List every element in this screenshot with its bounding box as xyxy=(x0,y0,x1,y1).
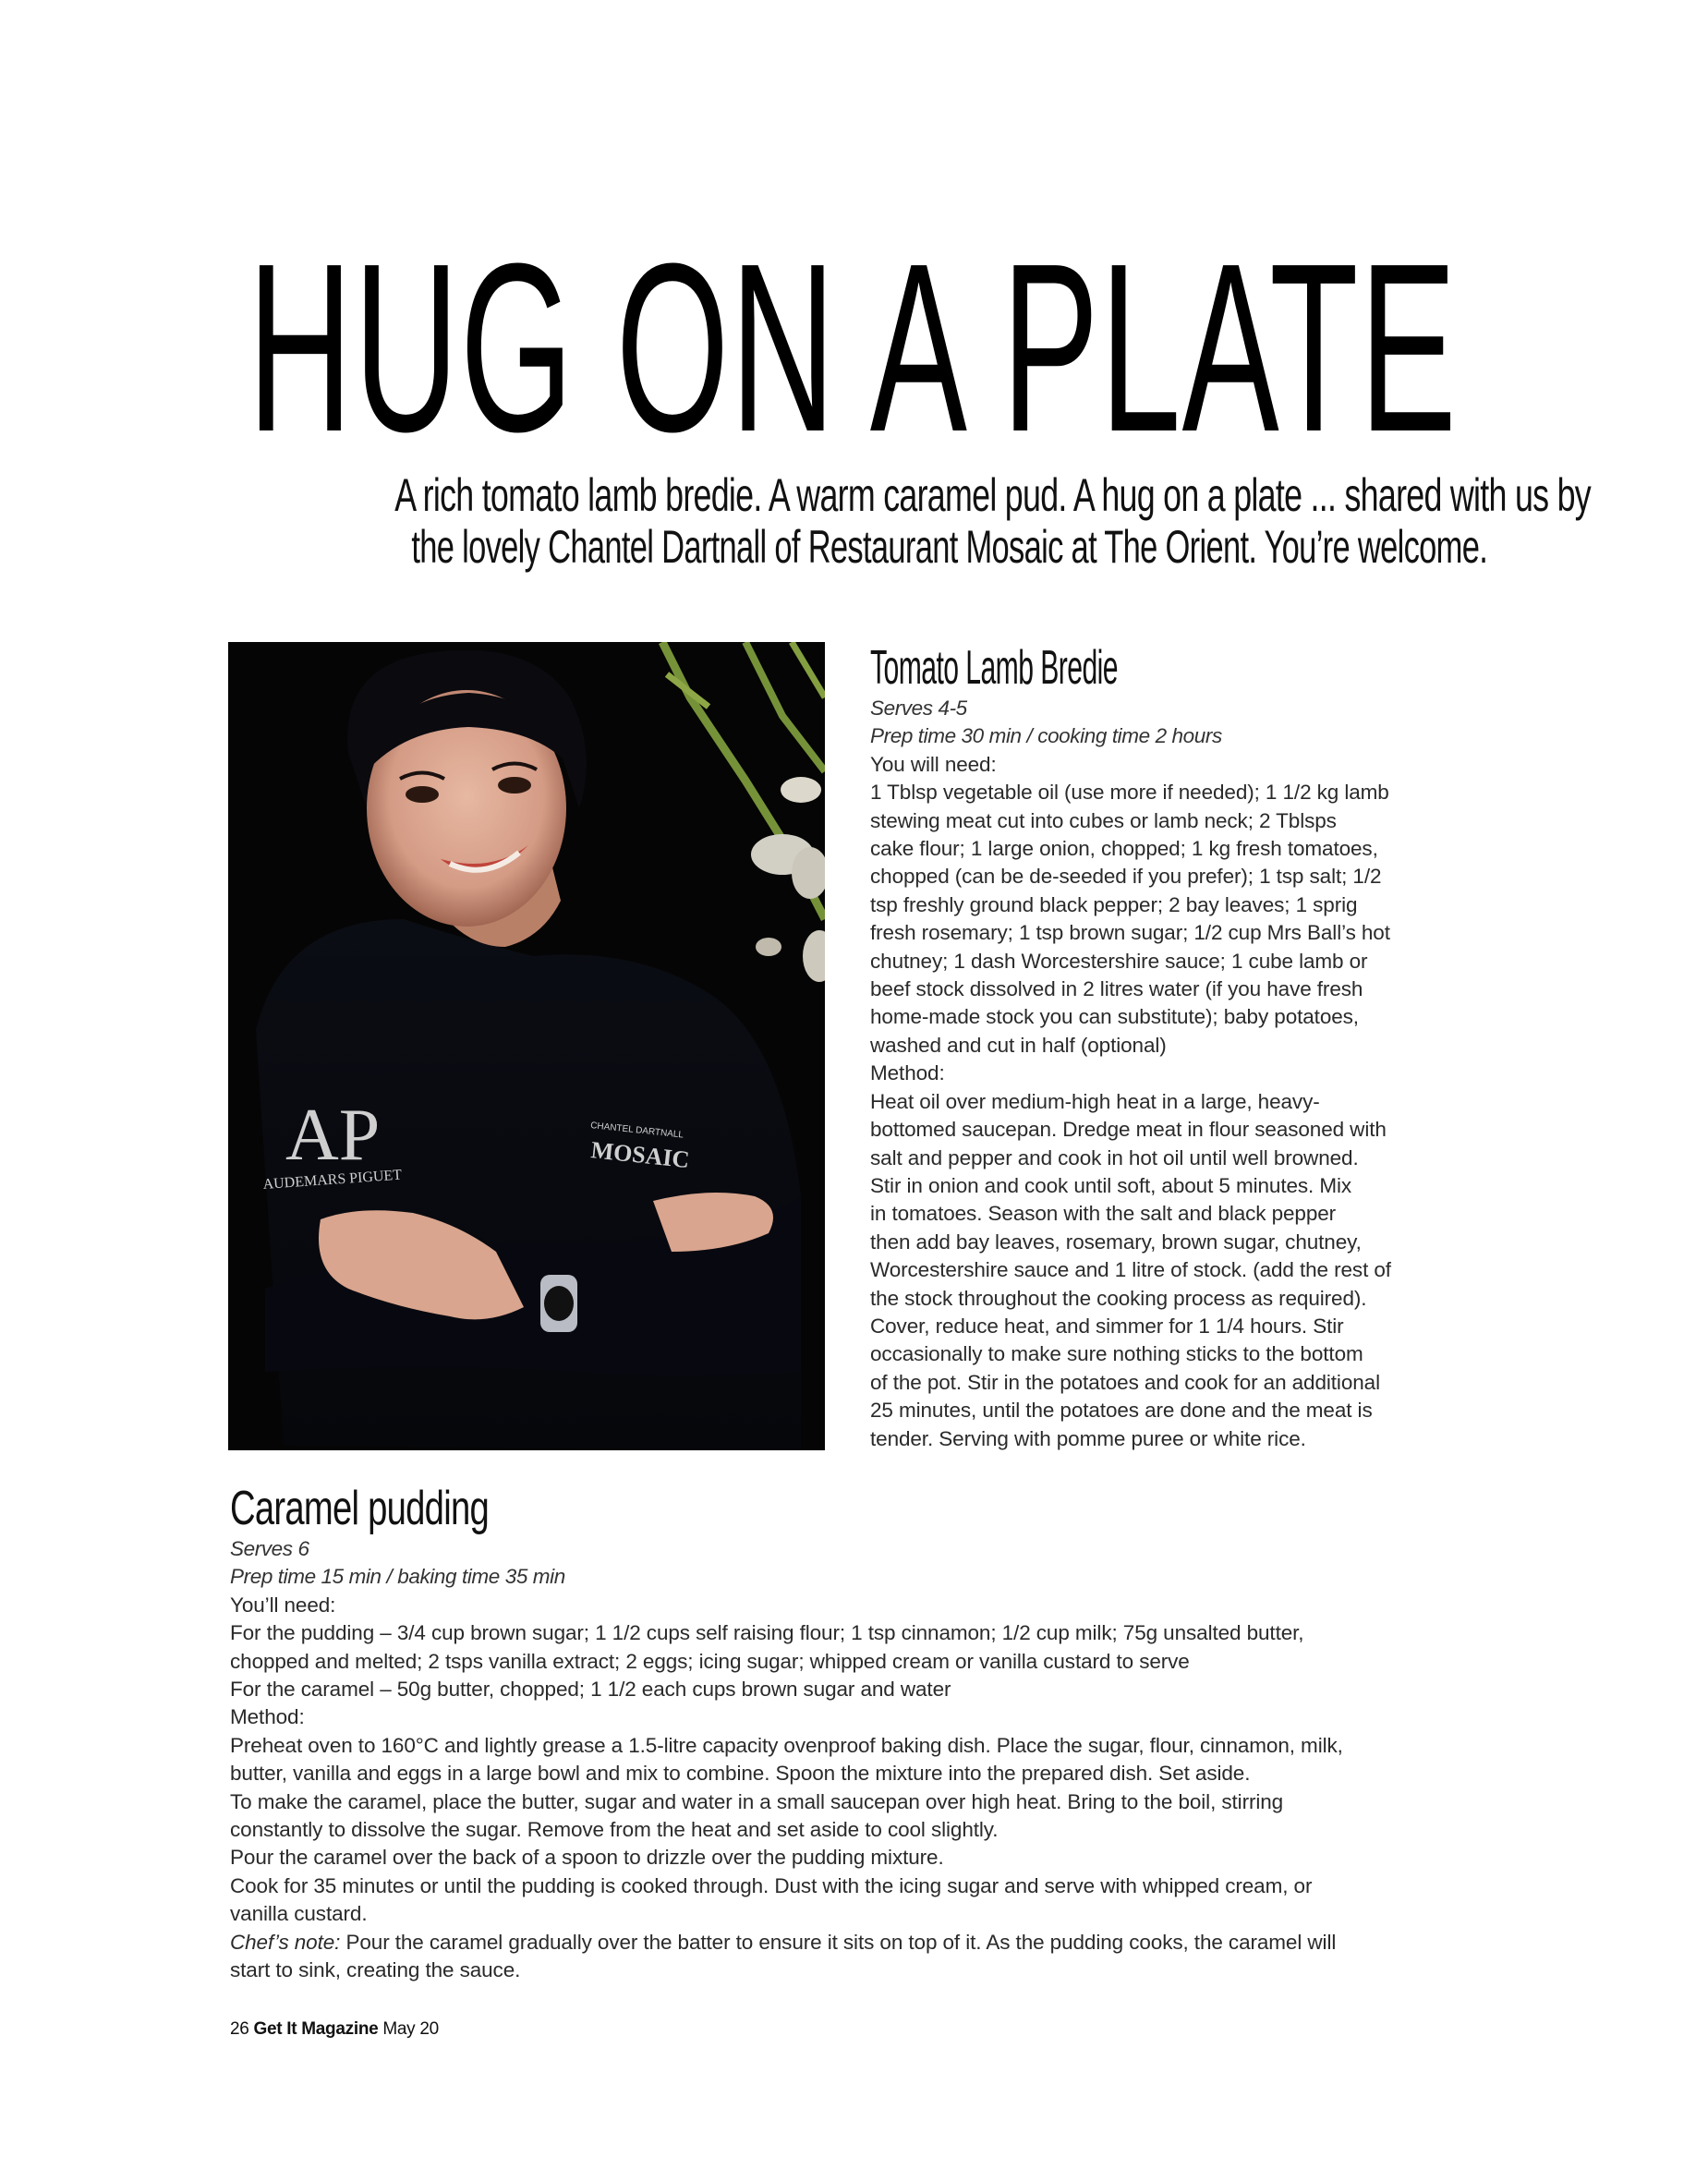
method-line: bottomed saucepan. Dredge meat in flour seasoned with xyxy=(870,1118,1387,1142)
method-line: then add bay leaves, rosemary, brown sugar, chutney, xyxy=(870,1230,1362,1254)
method-line: Pour the caramel over the back of a spoon to drizzle over the pudding mixture. xyxy=(230,1846,944,1870)
ingredient-line: tsp freshly ground black pepper; 2 bay leaves; 1 sprig xyxy=(870,892,1358,916)
ingredient-line: stewing meat cut into cubes or lamb neck; 2 Tblsps xyxy=(870,808,1337,832)
svg-text:MOSAIC: MOSAIC xyxy=(589,1136,691,1174)
ingredient-line: chopped and melted; 2 tsps vanilla extract; 2 eggs; icing sugar; whipped cream or vanilla custard to serve xyxy=(230,1649,1190,1673)
chef-photo xyxy=(228,642,825,1450)
ingredient-line: For the pudding – 3/4 cup brown sugar; 1 1/2 cups self raising flour; 1 tsp cinnamon; 1/2 cup milk; 75g unsalted butter, xyxy=(230,1621,1304,1645)
method-line: To make the caramel, place the butter, sugar and water in a small saucepan over high heat. Bring to the boil, stirring xyxy=(230,1789,1284,1813)
standfirst xyxy=(212,469,1591,573)
recipe-title: Tomato Lamb Bredie xyxy=(870,641,1118,695)
ingredient-line: 1 Tblsp vegetable oil (use more if needed); 1 1/2 kg lamb xyxy=(870,781,1389,805)
method-line: butter, vanilla and eggs in a large bowl and mix to combine. Spoon the mixture into the prepared dish. Set aside. xyxy=(230,1762,1251,1786)
recipe-times: Prep time 30 min / cooking time 2 hours xyxy=(870,724,1222,748)
standfirst-line-2: the lovely Chantel Dartnall of Restaurant Mosaic at The Orient. You’re welcome. xyxy=(411,521,1488,573)
chefs-note xyxy=(230,1929,1523,1957)
recipe-title: Caramel pudding xyxy=(230,1482,489,1535)
recipe-times: Prep time 15 min / baking time 35 min xyxy=(230,1565,565,1589)
standfirst-line-1: A rich tomato lamb bredie. A warm caramel pud. A hug on a plate ... shared with us by xyxy=(394,469,1591,521)
method-line: constantly to dissolve the sugar. Remove from the heat and set aside to cool slightly. xyxy=(230,1818,999,1842)
ingredient-line: fresh rosemary; 1 tsp brown sugar; 1/2 cup Mrs Ball’s hot xyxy=(870,921,1390,945)
chefs-note-label: Chef’s note: xyxy=(230,1930,341,1954)
method-line: Cook for 35 minutes or until the pudding is cooked through. Dust with the icing sugar and serve with whipped cream, or xyxy=(230,1873,1313,1897)
method-line: Heat oil over medium-high heat in a large, heavy- xyxy=(870,1089,1320,1113)
svg-text:AP: AP xyxy=(285,1095,381,1176)
chefs-note-text: Pour the caramel gradually over the batter to ensure it sits on top of it. As the pudding cooks, the caramel will xyxy=(340,1930,1337,1954)
headline-block xyxy=(248,214,1460,482)
recipe-serves: Serves 6 xyxy=(230,1537,309,1560)
recipe-serves: Serves 4-5 xyxy=(870,697,967,720)
ingredient-line: chutney; 1 dash Worcestershire sauce; 1 cube lamb or xyxy=(870,949,1368,973)
chefs-note-continued: start to sink, creating the sauce. xyxy=(230,1958,521,1982)
chef-portrait-illustration xyxy=(228,642,825,1450)
method-line: tender. Serving with pomme puree or white rice. xyxy=(870,1426,1306,1450)
method-line: 25 minutes, until the potatoes are done and the meat is xyxy=(870,1399,1373,1423)
method-line: Preheat oven to 160°C and lightly grease a 1.5-litre capacity ovenproof baking dish. Place the sugar, flour, cinnamon, milk, xyxy=(230,1733,1343,1757)
svg-text:AUDEMARS PIGUET: AUDEMARS PIGUET xyxy=(262,1167,403,1193)
page-footer xyxy=(230,2019,439,2040)
ingredient-line: washed and cut in half (optional) xyxy=(870,1033,1167,1057)
method-line: in tomatoes. Season with the salt and black pepper xyxy=(870,1202,1337,1226)
method-line: vanilla custard. xyxy=(230,1902,368,1926)
issue-date: May 20 xyxy=(382,2019,439,2039)
method-line: of the pot. Stir in the potatoes and cook for an additional xyxy=(870,1370,1380,1394)
method-label: Method: xyxy=(230,1705,305,1729)
ingredient-line: cake flour; 1 large onion, chopped; 1 kg fresh tomatoes, xyxy=(870,837,1378,861)
method-line: Stir in onion and cook until soft, about 5 minutes. Mix xyxy=(870,1173,1352,1197)
method-line: Worcestershire sauce and 1 litre of stock. (add the rest of xyxy=(870,1258,1391,1282)
recipe-caramel-pudding xyxy=(230,1482,1523,1985)
page-number: 26 xyxy=(230,2019,249,2039)
svg-text:CHANTEL DARTNALL: CHANTEL DARTNALL xyxy=(589,1121,684,1141)
method-line: the stock throughout the cooking process as required). xyxy=(870,1286,1367,1310)
ingredient-line: beef stock dissolved in 2 litres water (if you have fresh xyxy=(870,977,1363,1001)
magazine-name: Get It Magazine xyxy=(253,2019,379,2039)
page-headline: HUG ON A PLATE xyxy=(248,214,1458,482)
ingredients-label: You’ll need: xyxy=(230,1593,336,1617)
method-line: Cover, reduce heat, and simmer for 1 1/4 hours. Stir xyxy=(870,1314,1344,1338)
method-line: salt and pepper and cook in hot oil until well browned. xyxy=(870,1145,1359,1169)
ingredients-label: You will need: xyxy=(870,752,997,776)
method-label: Method: xyxy=(870,1061,945,1085)
recipe-tomato-lamb-bredie xyxy=(870,641,1489,1453)
ingredient-line: home-made stock you can substitute); baby potatoes, xyxy=(870,1005,1359,1029)
ingredient-line: chopped (can be de-seeded if you prefer); 1 tsp salt; 1/2 xyxy=(870,865,1382,889)
ingredient-line: For the caramel – 50g butter, chopped; 1 1/2 each cups brown sugar and water xyxy=(230,1678,951,1702)
method-line: occasionally to make sure nothing sticks to the bottom xyxy=(870,1342,1363,1366)
